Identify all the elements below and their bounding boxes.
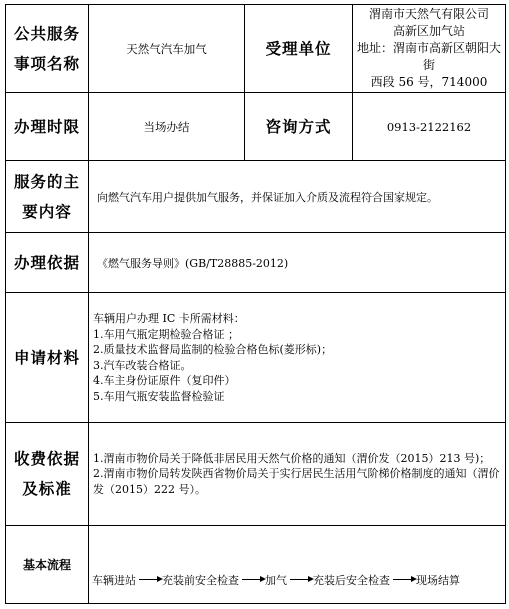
time-limit-label: 办理时限: [6, 93, 89, 161]
basis-label: 办理依据: [6, 233, 89, 293]
time-limit-value: 当场办结: [89, 93, 245, 161]
service-name-value: 天然气汽车加气: [89, 5, 245, 93]
materials-item: 2.质量技术监督局监制的检验合格色标(菱形标)；: [93, 343, 333, 356]
unit-name: 渭南市天然气有限公司: [368, 7, 489, 21]
service-name-label-line1: 公共服务: [13, 23, 80, 43]
row-time: [6, 93, 506, 161]
content-label-line1: 服务的主: [13, 171, 80, 191]
row-content: [6, 161, 506, 233]
arrow-right-icon: [242, 579, 264, 580]
service-info-table: [5, 4, 506, 604]
arrow-right-icon: [290, 579, 312, 580]
process-flow: [89, 526, 506, 604]
materials-item: 3.汽车改装合格证。: [93, 358, 192, 372]
consult-label: 咨询方式: [245, 93, 353, 161]
process-label: 基本流程: [6, 526, 89, 604]
content-label: [6, 161, 89, 233]
materials-item: 1.车用气瓶定期检验合格证 ；: [93, 327, 239, 341]
row-process: [6, 526, 506, 604]
unit-address: 地址：渭南市高新区朝阳大街: [356, 41, 501, 72]
process-step: 充装后安全检查: [313, 573, 390, 587]
materials-label: 申请材料: [6, 293, 89, 423]
consult-value: 0913-2122162: [353, 93, 506, 161]
arrow-right-icon: [393, 579, 415, 580]
content-label-line2: 要内容: [22, 201, 72, 221]
unit-label: 受理单位: [245, 5, 353, 93]
content-value: 向燃气汽车用户提供加气服务，并保证加入介质及流程符合国家规定。: [89, 161, 506, 233]
fees-label-line2: 及标准: [22, 479, 72, 498]
unit-address-cont: 西段 56 号，714000: [370, 75, 488, 89]
materials-item: 5.车用气瓶安装监督检验证: [93, 389, 225, 403]
unit-value: [353, 5, 506, 93]
service-name-label: [6, 5, 89, 93]
fees-label: [6, 423, 89, 526]
process-step: 车辆进站: [92, 573, 136, 587]
row-materials: [6, 293, 506, 423]
materials-item: 4.车主身份证原件（复印件）: [93, 374, 236, 387]
fees-list: [89, 423, 506, 526]
materials-intro: 车辆用户办理 IC 卡所需材料：: [93, 312, 245, 325]
row-fees: [6, 423, 506, 526]
materials-list: [89, 293, 506, 423]
row-service-name: [6, 5, 506, 93]
service-name-label-line2: 事项名称: [13, 53, 80, 73]
process-step: 充装前安全检查: [162, 573, 239, 587]
unit-station: 高新区加气站: [392, 24, 465, 38]
fees-item: 2.渭南市物价局转发陕西省物价局关于实行居民生活用气阶梯价格制度的通知（渭价发（2015）222 号）。: [93, 467, 500, 496]
process-step: 现场结算: [416, 573, 460, 587]
arrow-right-icon: [139, 579, 161, 580]
process-step: 加气: [265, 573, 287, 587]
service-info-sheet: [5, 4, 505, 605]
basis-value: 《燃气服务导则》(GB/T28885-2012): [89, 233, 506, 293]
fees-label-line1: 收费依据: [13, 449, 80, 468]
row-basis: [6, 233, 506, 293]
fees-item: 1.渭南市物价局关于降低非居民用天然气价格的通知（渭价发（2015）213 号)；: [93, 451, 491, 465]
